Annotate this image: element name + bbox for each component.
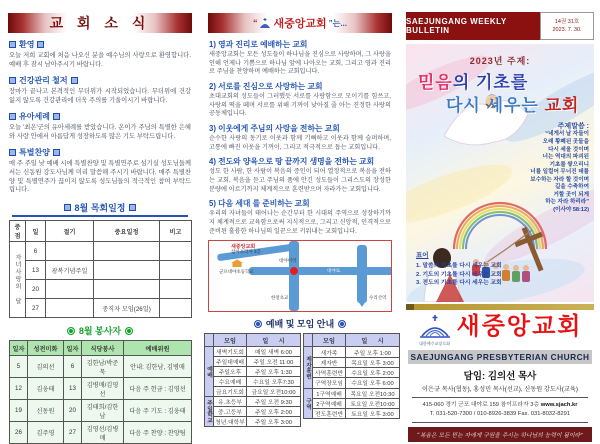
square-bullet-icon <box>9 113 16 120</box>
verse-line: 너는 역대의 파괴된 <box>542 154 589 161</box>
ministry-header-row <box>10 221 192 242</box>
meeting-row <box>304 388 400 398</box>
meeting-name-cell: 1구역예배 <box>313 388 346 398</box>
volunteer-cell: 김주영 <box>28 422 64 444</box>
column-header: 성전미화 <box>28 341 64 356</box>
column-header: 식당봉사 <box>82 341 124 356</box>
news-section-praise <box>9 147 191 196</box>
event-cell: 중직자 모임(26일) <box>94 299 160 318</box>
section-body: 장마가 끝나고 본격적인 무더위가 시작되었습니다. 무더위에 건강 잃지 않도록 건강관리에 더욱 주의를 기울이시기 바랍니다. <box>9 87 191 104</box>
meeting-row <box>205 407 301 417</box>
meeting-time-cell: 주일 오후 3:00 <box>247 417 301 427</box>
volunteer-cell: 다음 주 찬양 : 찬양팀 <box>124 422 192 444</box>
intro-section-2 <box>209 81 391 119</box>
column-header: 일 시 <box>247 334 301 347</box>
intro-section-1 <box>209 39 391 77</box>
verse-line: “네게서 날 자들이 <box>545 131 589 138</box>
meeting-name-cell: 전도훈련반 <box>313 409 346 419</box>
volunteer-cell: 신동원 <box>28 400 64 422</box>
gold-divider <box>406 304 594 310</box>
volunteer-cell: 12 <box>10 378 28 400</box>
circle-bullet-icon <box>125 327 133 335</box>
school-icon <box>231 259 243 267</box>
meeting-row <box>205 387 301 397</box>
intro-header <box>208 13 392 33</box>
column-header: 일자 <box>10 341 28 356</box>
map-arrow-down-icon <box>358 301 366 307</box>
event-cell <box>94 280 160 299</box>
volunteer-cell: 20 <box>64 400 82 422</box>
meeting-group-label: 제자훈련 <box>304 347 313 388</box>
section-title: 유아세례 <box>19 111 50 121</box>
map-arrow-left-label: 한얼초교 <box>271 295 289 301</box>
volunteer-row <box>10 356 192 378</box>
map-road-label: 대야로 <box>327 268 341 274</box>
meeting-tables <box>204 333 396 427</box>
note-cell <box>160 242 192 261</box>
meeting-table-right <box>303 333 400 419</box>
square-bullet-icon <box>9 77 16 84</box>
bulletin-title: SAEJUNGANG WEEKLY BULLETIN <box>406 12 540 40</box>
section-title-row <box>9 75 191 86</box>
intro-section-3 <box>209 123 391 152</box>
meeting-row <box>304 357 400 367</box>
verse-line: 길을 수축하여 <box>555 184 589 191</box>
panel-cover <box>400 0 600 440</box>
bulletin-header <box>406 12 594 40</box>
volunteer-cell: 안내: 김한남, 김병매 <box>124 356 192 378</box>
news-section-baptism <box>9 111 191 142</box>
intro-section-title: 1) 영과 진리로 예배하는 교회 <box>209 40 308 49</box>
day-cell: 13 <box>26 261 46 280</box>
circle-bullet-icon <box>254 320 262 328</box>
news-section-welcome <box>9 39 191 70</box>
volunteer-cell: 김태희/김한남 <box>82 400 124 422</box>
ministry-schedule-title-row <box>12 201 188 217</box>
volunteer-cell: 6 <box>64 356 82 378</box>
meeting-name-cell: 금요기도회 <box>214 387 247 397</box>
issue-date: 2023. 7. 30. <box>552 27 582 33</box>
meeting-time-cell: 주일 오후 2:00 <box>247 407 301 417</box>
ministry-row <box>10 261 192 280</box>
cover-title-line2: 다시 세우는 교회 <box>446 96 580 115</box>
meeting-time-cell: 토요일 오후 3:00 <box>346 409 400 419</box>
senior-pastor: 담임: 김의선 목사 <box>463 371 537 382</box>
square-bullet-icon <box>129 204 136 211</box>
meeting-time-cell: 금요일 오전10:00 <box>247 387 301 397</box>
meeting-row <box>304 398 400 408</box>
meeting-name-cell: 제자반 <box>313 357 346 367</box>
column-header: 일 <box>26 221 46 242</box>
issue-number: 14권 31호 <box>554 18 580 25</box>
motto-line: 1. 말씀의 기초를 다시 세우는 교회 <box>416 262 502 269</box>
staff-list: 이은규 목사(협동), 홍성민 목사(선교), 신동원 강도사(교육) <box>422 386 578 393</box>
map-arrow-right-label: 수리산역 <box>369 295 387 301</box>
circle-bullet-icon <box>67 327 75 335</box>
volunteer-cell: 다음 주 헌금 : 김영선 <box>124 378 192 400</box>
meeting-row <box>304 409 400 419</box>
meeting-row <box>205 367 301 377</box>
divider-line <box>412 397 588 398</box>
column-header: 예배위원 <box>124 341 192 356</box>
section-title-row <box>9 147 191 158</box>
map-road-horizontal <box>249 267 392 275</box>
motto-line: 2. 기도의 기초를 다시 세우는 교회 <box>416 271 502 278</box>
square-bullet-icon <box>37 41 44 48</box>
ministry-schedule-title: 8월 목회일정 <box>74 203 126 214</box>
meeting-group-label: 구역 <box>304 388 313 419</box>
church-name: 새중앙교회 <box>456 313 583 340</box>
intro-section-title: 2) 서로를 진심으로 사랑하는 교회 <box>209 82 323 92</box>
column-header: 일자 <box>64 341 82 356</box>
cover-art <box>406 44 594 302</box>
square-bullet-icon <box>53 149 60 156</box>
square-bullet-icon <box>71 77 78 84</box>
column-header: 일 시 <box>346 334 400 347</box>
note-cell <box>160 299 192 318</box>
intro-section-5 <box>209 198 391 236</box>
meeting-group-label: 예배 <box>205 347 214 397</box>
meeting-name-cell: 유.초등부 <box>214 397 247 407</box>
motto-title: 표어 <box>416 252 429 260</box>
church-news-header <box>8 13 192 33</box>
panel-church-intro <box>200 0 400 427</box>
volunteer-row <box>10 378 192 400</box>
church-logo-icon <box>259 18 271 29</box>
column-header: 중점 <box>10 221 26 242</box>
meeting-row <box>205 417 301 427</box>
column-header: 모임 <box>214 334 247 347</box>
panel-church-news <box>0 0 200 442</box>
meeting-time-cell: 주일 오전 11:00 <box>247 357 301 367</box>
intro-section-title: 4) 전도와 양육으로 땅 끝까지 생명을 전하는 교회 <box>209 157 375 167</box>
section-title: 건강관리 철저 <box>19 75 68 85</box>
meeting-name-cell: 2구역예배 <box>313 398 346 408</box>
note-cell <box>160 280 192 299</box>
volunteer-cell: 김영선/김병매 <box>82 422 124 444</box>
volunteer-cell: 김병매/김영선 <box>82 378 124 400</box>
section-title: 환영 <box>19 40 35 49</box>
meeting-table-left <box>204 333 301 427</box>
intro-section-title: 3) 이웃에게 주님의 사랑을 전하는 교회 <box>209 124 340 134</box>
meeting-name-cell: 주일대예배 <box>214 357 247 367</box>
column-header: 중요일정 <box>94 221 160 242</box>
volunteer-cell: 13 <box>64 378 82 400</box>
cover-title-line1: 믿음의 기초를 <box>418 73 529 92</box>
meeting-row <box>205 347 301 357</box>
meeting-name-cell: 새벽기도회 <box>214 347 247 357</box>
meeting-time-cell: 주일 오전 9:30 <box>247 397 301 407</box>
meeting-row <box>304 347 400 357</box>
month-focus-label: 자녀사랑의 달 <box>10 242 26 318</box>
intro-section-body: 성도 한 사람, 한 사람이 복음의 증인이 되어 열정적으로 복음을 전하는 교회, 복음을 듣고 주님의 품에 안긴 성도들이 그리스도의 장성한 분량에 이르기까지 체계적으로 훈련받으며 자라가는 교회입니다. <box>209 168 391 193</box>
ministry-row <box>10 280 192 299</box>
website: www.sjach.kr <box>540 402 578 408</box>
church-name-english: SAEJUNGANG PRESBYTERIAN CHURCH <box>408 350 592 364</box>
volunteer-row <box>10 422 192 444</box>
verse-line: 너를 일컬어 무너진 데를 <box>530 169 589 176</box>
volunteer-cell: 5 <box>10 356 28 378</box>
circle-bullet-icon <box>338 320 346 328</box>
verse-line: 거할 곳이 되게 <box>553 191 589 198</box>
column-header: 절기 <box>46 221 94 242</box>
footer-verse: “복음은 모든 믿는 자에게 구원을 주시는 하나님의 능력이 됨이라” <box>408 427 592 442</box>
day-cell: 27 <box>26 299 46 318</box>
square-bullet-icon <box>64 204 71 211</box>
meeting-time-cell: 수요일 오후 2:00 <box>346 367 400 377</box>
volunteer-cell: 19 <box>10 400 28 422</box>
map-church-label: 새중앙교회 <box>231 244 256 251</box>
volunteer-title-row <box>12 324 188 337</box>
verse-line: 보수하는 자라 할 것이며 <box>530 176 589 183</box>
map-station-label: 대야미역 <box>279 258 297 264</box>
meeting-time-cell: 매일 새벽 6:00 <box>247 347 301 357</box>
ministry-row <box>10 299 192 318</box>
section-body: 오늘 '최온'군의 유아세례를 받았습니다. 온이가 주님의 특별한 은혜와 사랑 안에서 아름답게 성장하도록 많은 기도 부탁드립니다. <box>9 123 191 140</box>
section-body: 매 주 주일 낮 예배 시에 특별찬양 및 특별연주로 섬기실 성도님들께서는 신동원 강도사님께 미리 말씀해 주시기 바랍니다. 매주 특별찬양 및 특별연주가 끊이지 않도록 성도님들의 적극적인 참여 부탁드립니다. <box>9 159 191 194</box>
meeting-time-cell: 토요일 오전10:00 <box>346 398 400 408</box>
meeting-time-cell: 목요일 오후 3:00 <box>346 357 400 367</box>
season-cell: 광복기념주일 <box>46 261 94 280</box>
square-bullet-icon <box>9 149 16 156</box>
church-identity <box>400 314 600 347</box>
meeting-time-cell: 수요일 오후 6:00 <box>346 378 400 388</box>
square-bullet-icon <box>53 113 60 120</box>
ministry-schedule-table <box>9 220 192 318</box>
season-cell <box>46 242 94 261</box>
section-title-row <box>9 111 191 122</box>
meeting-name-cell: 중.고등부 <box>214 407 247 417</box>
open-quote: “ <box>252 18 258 28</box>
event-cell <box>94 261 160 280</box>
meeting-guide-title-row <box>208 317 392 330</box>
church-logo-icon <box>418 314 452 340</box>
event-cell <box>94 242 160 261</box>
motto-line: 3. 전도의 기초를 다시 세우는 교회 <box>416 280 502 287</box>
volunteer-cell: 김한남/박준묵 <box>82 356 124 378</box>
verse-title: 주제말씀 : <box>557 123 589 130</box>
season-cell <box>46 299 94 318</box>
verse-line: 다시 세울 것이며 <box>548 146 589 153</box>
meeting-name-cell: 청년.대학부 <box>214 417 247 427</box>
location-map <box>208 240 392 312</box>
meeting-row <box>205 397 301 407</box>
news-section-health <box>9 75 191 106</box>
verse-line: 오래 황폐된 곳들을 <box>542 138 589 145</box>
square-bullet-icon <box>9 41 16 48</box>
intro-section-body: 새중앙교회는 모든 성도들이 하나님을 진심으로 사랑하며, 그 사랑을 인해 언제나 기쁨으로 하나님 앞에 나아오는 교회, 그리고 영과 진리로 주님을 찬양하며 예배하는 교회입니다. <box>209 51 391 76</box>
day-cell: 6 <box>26 242 46 261</box>
corner-cell <box>205 334 214 347</box>
meeting-row <box>205 357 301 367</box>
volunteer-table <box>9 340 192 444</box>
volunteer-title: 8월 봉사자 <box>78 326 122 337</box>
map-church-sub-label: 참이프라자 3층 <box>231 249 261 255</box>
verse-line: 기초를 쌓으리니 <box>549 161 589 168</box>
volunteer-cell: 27 <box>64 422 82 444</box>
intro-section-4 <box>209 156 391 194</box>
cover-theme-label: 2023년 주제: <box>469 56 531 66</box>
meeting-time-cell: 목요일 오전10:30 <box>346 388 400 398</box>
cover-motto <box>416 251 502 288</box>
meeting-header-row <box>304 334 400 347</box>
meeting-row <box>304 367 400 377</box>
ministry-row <box>10 242 192 261</box>
meeting-time-cell: 수요일 오후7:30 <box>247 377 301 387</box>
section-title: 특별찬양 <box>19 147 50 157</box>
meeting-name-cell: 새가족 <box>313 347 346 357</box>
section-body: 오늘 저희 교회에 처음 나오신 분을 예수님의 사랑으로 환영합니다. 예배 후 잠시 남아주시기 바랍니다. <box>9 52 191 68</box>
intro-section-body: 초대교회의 성도들이 그러했듯 서로를 사랑함으로 모이기를 힘쓰고, 사랑의 떡을 떼며 서로를 위해 기꺼이 낮아질 줄 아는 진정한 사랑의 공동체입니다. <box>209 93 391 118</box>
volunteer-header-row <box>10 341 192 356</box>
column-header: 비고 <box>160 221 192 242</box>
meeting-row <box>304 378 400 388</box>
section-title-row <box>9 39 191 50</box>
phone-line: T. 031-520-7300 / 010-8926-3839 Fax. 031-8032-8291 <box>429 410 571 417</box>
volunteer-cell: 김의선 <box>28 356 64 378</box>
meeting-name-cell: 수요예배 <box>214 377 247 387</box>
intro-title-suffix: ”는... <box>328 18 348 28</box>
issue-box <box>540 12 594 40</box>
meeting-guide-title: 예배 및 모임 안내 <box>265 319 335 330</box>
meeting-group-label: 주일학교 <box>205 397 214 427</box>
corner-cell <box>304 334 313 347</box>
season-cell <box>46 280 94 299</box>
volunteer-row <box>10 400 192 422</box>
map-school-label: 군포대야초등학교 <box>219 269 254 275</box>
meeting-time-cell: 주일 오후 1:00 <box>346 347 400 357</box>
volunteer-cell: 26 <box>10 422 28 444</box>
meeting-time-cell: 주일 오후 1:30 <box>247 367 301 377</box>
church-news-title: 교 회 소 식 <box>49 15 151 31</box>
cover-theme-verse <box>530 122 589 214</box>
meeting-name-cell: 사역훈련반 <box>313 367 346 377</box>
column-header: 모임 <box>313 334 346 347</box>
divider-line <box>412 422 588 423</box>
meeting-header-row <box>205 334 301 347</box>
note-cell <box>160 261 192 280</box>
verse-line: 하는 자라 하리라” <box>545 199 589 206</box>
intro-section-title: 5) 다음 세대 를 준비하는 교회 <box>209 199 310 209</box>
day-cell: 20 <box>26 280 46 299</box>
denomination-label: 대한예수교장로회 <box>419 341 450 346</box>
map-arrow-down-icon <box>290 301 298 307</box>
intro-section-body: 순수한 사랑의 동기로 이웃과 함께 기뻐하고 이웃과 함께 슬퍼하며, 고통에 빠진 이웃을 기꺼이, 그리고 적극적으로 돕는 교회입니다. <box>209 135 391 151</box>
meeting-name-cell: 구역장모임 <box>313 378 346 388</box>
intro-title-name: 새중앙교회 <box>273 18 327 30</box>
volunteer-cell: 김웅태 <box>28 378 64 400</box>
verse-reference: (이사야 58:12) <box>553 206 589 213</box>
address-line: 415-060 경기 군포 대야로 159 참이프라자 3층 www.sjach.kr <box>422 402 578 408</box>
intro-section-body: 우리의 자녀들이 태어나는 순간부터 한 시대의 주역으로 성장하기까지 체계적으로 교육함으로써 지식적으로, 그리고 신앙적, 인격적으로 준비된 훌륭한 하나님의 일꾼으로 키워내는 교회입니다. <box>209 210 391 235</box>
meeting-name-cell: 주일오후 <box>214 367 247 377</box>
volunteer-cell: 다음 주 기도 : 김웅태 <box>124 400 192 422</box>
meeting-row <box>205 377 301 387</box>
